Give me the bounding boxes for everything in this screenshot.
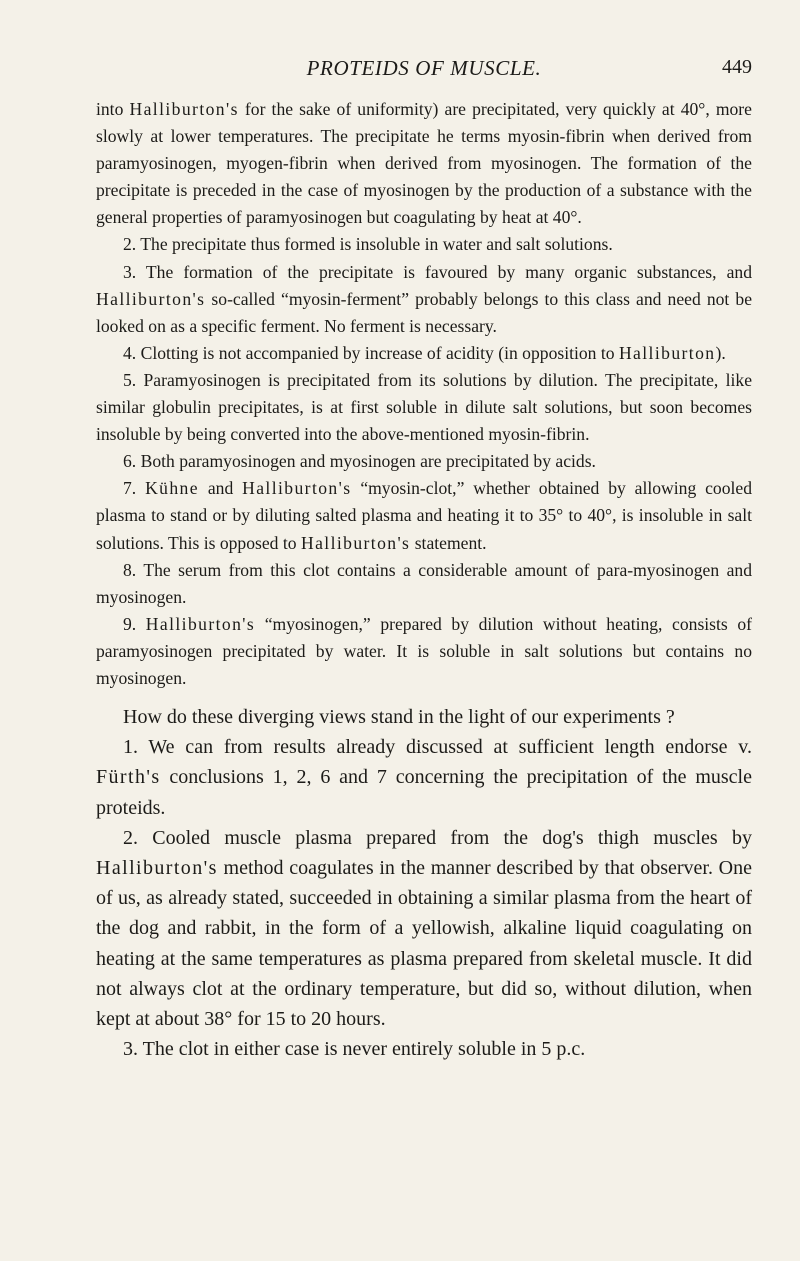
text-run: for the sake of uniformity) are precipitated, very quickly at 40°, more slowly at lower temperatures. The precipitate he terms myosin-fibrin when derived from paramyosinogen, myogen-fibrin when derived from myosinogen. The formation of the precipitate is preceded in the case of myosinogen by the production of a substance with the general properties of paramyosinogen but coagulating by heat at 40°.: [96, 99, 752, 228]
text-run: 1. We can from results already discussed at sufficient length endorse v.: [123, 736, 752, 759]
spaced-name: Halliburton's: [145, 613, 256, 634]
paragraph: [96, 611, 752, 692]
spaced-name: Halliburton's: [96, 288, 206, 309]
spaced-name: Kühne: [145, 478, 199, 499]
spaced-name: Halliburton: [618, 342, 716, 363]
text-run: 6. Both paramyosinogen and myosinogen are precipitated by acids.: [123, 451, 596, 472]
spaced-name: Fürth's: [96, 766, 161, 789]
text-run: ).: [715, 342, 726, 363]
spaced-name: Halliburton's: [242, 478, 352, 499]
paragraph: [96, 557, 752, 611]
text-run: statement.: [410, 532, 487, 553]
body-text-small: [96, 96, 752, 692]
text-run: “myosinogen,” prepared by dilution without heating, consists of paramyosinogen precipitated by water. It is soluble in salt solutions but contains no myosinogen.: [96, 613, 752, 688]
text-run: 4. Clotting is not accompanied by increase of acidity (in opposition to: [123, 342, 619, 363]
text-run: 7.: [123, 478, 146, 499]
text-run: “myosin-clot,” whether obtained by allowing cooled plasma to stand or by diluting salted plasma and heating it to 35° to 40°, is insoluble in salt solutions. This is opposed to: [96, 478, 753, 553]
text-run: and: [198, 478, 243, 499]
page-number: 449: [722, 56, 752, 78]
paragraph: [96, 1034, 752, 1064]
paragraph: [96, 96, 752, 231]
spaced-name: Halliburton's: [96, 857, 218, 880]
body-text-large: [96, 702, 752, 1064]
text-run: method coagulates in the manner described by that observer. One of us, as already stated, succeeded in obtaining a similar plasma from the heart of the dog and rabbit, in the form of a yellowish, alkaline liquid coagulating on heating at the same temperatures as plasma prepared from skeletal muscle. It did not always clot at the ordinary temperature, but did so, without dilution, when kept at about 38° for 15 to 20 hours.: [96, 857, 752, 1031]
paragraph: [96, 475, 752, 556]
paragraph: [96, 340, 752, 367]
text-run: 5. Paramyosinogen is precipitated from its solutions by dilution. The precipitate, like similar globulin precipitates, is at first soluble in dilute salt solutions, but soon becomes insoluble by being converted into the above-mentioned myosin-fibrin.: [96, 369, 752, 445]
running-head: [96, 56, 752, 90]
text-run: conclusions 1, 2, 6 and 7 concerning the precipitation of the muscle proteids.: [96, 766, 752, 819]
text-run: 3. The formation of the precipitate is favoured by many organic substances, and: [123, 261, 752, 282]
paragraph: [96, 702, 752, 732]
spaced-name: Halliburton's: [300, 532, 411, 553]
text-run: 2. The precipitate thus formed is insoluble in water and salt solutions.: [123, 234, 613, 255]
paragraph: [96, 231, 752, 258]
paragraph: [96, 823, 752, 1034]
text-run: 2. Cooled muscle plasma prepared from the dog's thigh muscles by: [123, 826, 752, 849]
text-run: 3. The clot in either case is never entirely soluble in 5 p.c.: [123, 1038, 586, 1061]
text-run: 8. The serum from this clot contains a considerable amount of para-myosinogen and myosinogen.: [96, 559, 752, 607]
text-run: 9.: [123, 613, 146, 634]
running-title: PROTEIDS OF MUSCLE.: [306, 56, 542, 80]
paragraph: [96, 259, 752, 340]
text-run: so-called “myosin-ferment” probably belongs to this class and need not be looked on as a specific ferment. No ferment is necessary.: [96, 288, 752, 336]
paragraph: [96, 448, 752, 475]
paragraph: [96, 367, 752, 448]
text-run: into: [96, 99, 130, 119]
text-run: How do these diverging views stand in the light of our experiments ?: [123, 706, 675, 729]
paragraph: [96, 732, 752, 823]
spaced-name: Halliburton's: [129, 99, 239, 119]
